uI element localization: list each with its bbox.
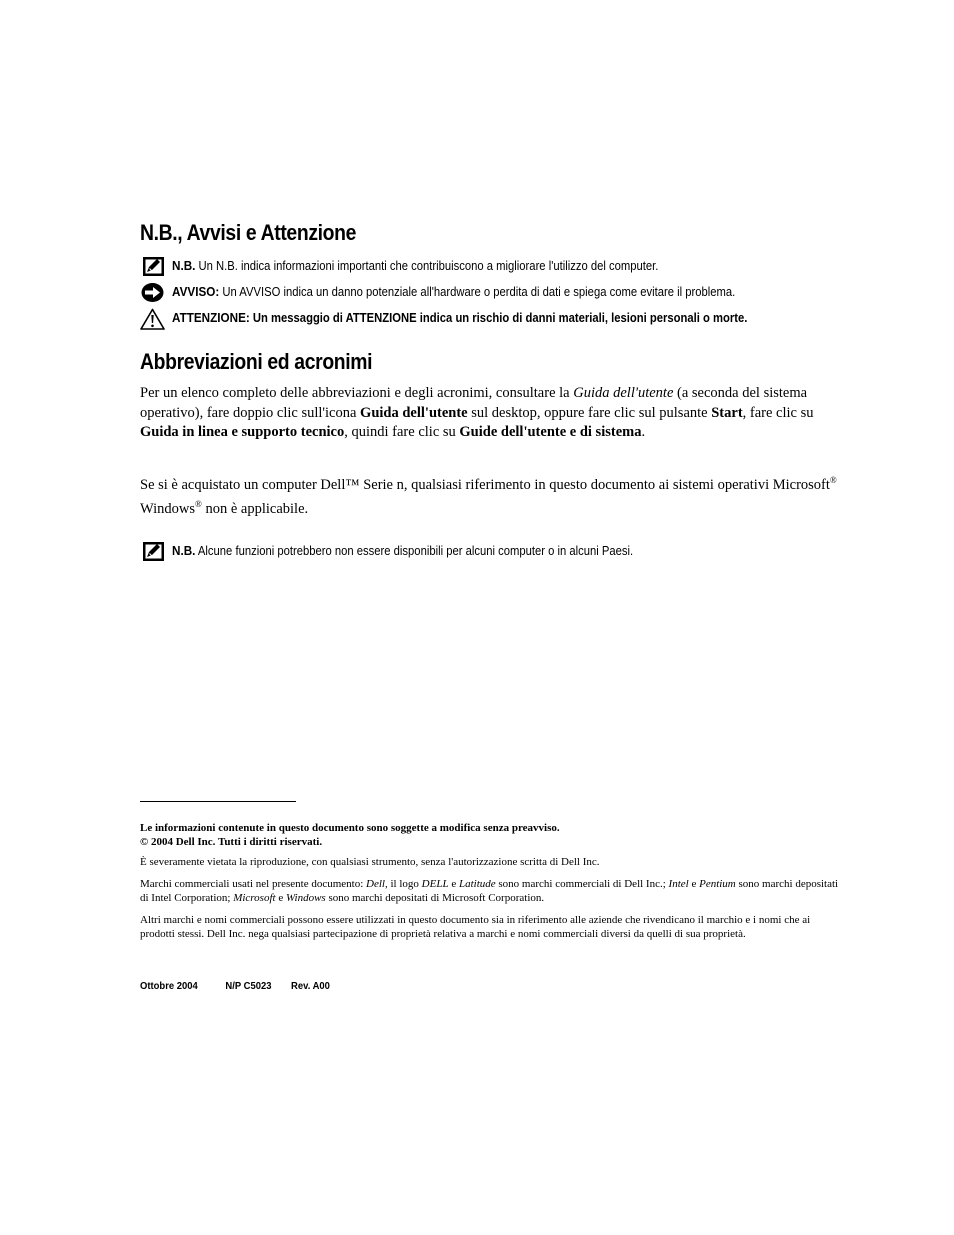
- text-run: Marchi commerciali usati nel presente documento:: [140, 878, 367, 890]
- pencil-note-icon: [140, 541, 165, 563]
- text-run: , fare clic su: [742, 404, 814, 421]
- document-footer: [140, 980, 330, 992]
- text-run-bold: Guida dell'utente: [360, 404, 468, 421]
- text-run: sul desktop, oppure fare clic sul pulsante: [467, 404, 712, 421]
- text-run: , il logo: [385, 878, 422, 890]
- paragraph-abbreviations: [140, 384, 840, 443]
- text-run-bold: Guide dell'utente e di sistema: [459, 424, 642, 440]
- legal-line-1: Le informazioni contenute in questo documento sono soggette a modifica senza preavviso.: [140, 822, 560, 834]
- text-run: non è applicabile.: [201, 501, 309, 518]
- text-run-italic: Windows: [285, 892, 326, 904]
- copyright-line: © 2004 Dell Inc. Tutti i diritti riservati.: [140, 836, 323, 848]
- text-run-italic: Microsoft: [233, 892, 276, 904]
- warning-body: Un messaggio di ATTENZIONE indica un rischio di danni materiali, lesioni personali o morte.: [252, 311, 748, 325]
- text-run: e: [448, 878, 459, 890]
- footer-revision: Rev. A00: [291, 980, 330, 992]
- notice-label: AVVISO:: [172, 284, 220, 299]
- paragraph-dell-n-series: [140, 471, 840, 520]
- text-run-italic: DELL: [421, 878, 449, 890]
- note-label: N.B.: [172, 258, 196, 273]
- warning-triangle-icon: [140, 308, 165, 330]
- text-run: Per un elenco completo delle abbreviazioni e degli acronimi, consultare la: [140, 385, 574, 401]
- section-title-notes: N.B., Avvisi e Attenzione: [140, 220, 357, 245]
- footer-date: Ottobre 2004: [140, 980, 198, 992]
- pencil-note-icon: [140, 256, 165, 278]
- divider: [140, 801, 296, 802]
- text-run: e: [275, 892, 286, 904]
- text-run-italic: Guida dell'utente: [573, 385, 674, 401]
- text-run: (a seconda del sistema operativo), fare doppio clic sull'icona: [140, 385, 808, 421]
- notice-arrow-icon: [140, 282, 165, 304]
- text-run: sono marchi depositati di Intel Corporation;: [140, 878, 839, 904]
- text-run-italic: Latitude: [458, 878, 496, 890]
- registered-mark: ®: [829, 475, 837, 485]
- warning-label: ATTENZIONE:: [172, 310, 250, 325]
- legal-trademarks: [140, 877, 840, 905]
- section-title-abbreviations: Abbreviazioni ed acronimi: [140, 349, 373, 374]
- text-run: e: [688, 878, 700, 890]
- text-run-italic: Intel: [668, 878, 689, 890]
- footer-part-number: N/P C5023: [225, 980, 272, 992]
- text-run-italic: Dell: [366, 878, 385, 890]
- note-body: Un N.B. indica informazioni importanti che contribuiscono a migliorare l'utilizzo del computer.: [198, 259, 659, 273]
- text-run: , quindi fare clic su: [344, 424, 460, 440]
- legal-other-trademarks: Altri marchi e nomi commerciali possono essere utilizzati in questo documento sia in riferimento alle aziende che rivendicano il marchio e i nomi che ai prodotti stessi. Dell Inc. nega qualsiasi partecipazione di proprietà relativa a marchi e nomi commerciali diversi da quelli di sua proprietà.: [140, 914, 811, 940]
- legal-notice: [140, 821, 840, 849]
- text-run: .: [641, 424, 646, 440]
- text-run-italic: Pentium: [699, 878, 736, 890]
- text-run: sono marchi depositati di Microsoft Corporation.: [325, 892, 545, 904]
- text-run-bold: Start: [711, 404, 743, 421]
- notice-body: Un AVVISO indica un danno potenziale all'hardware o perdita di dati e spiega come evitare il problema.: [222, 285, 736, 299]
- registered-mark: ®: [195, 499, 202, 510]
- text-run: sono marchi commerciali di Dell Inc.;: [495, 878, 669, 890]
- text-run: Windows: [140, 501, 195, 518]
- note-label: N.B.: [172, 543, 196, 558]
- note-body: Alcune funzioni potrebbero non essere disponibili per alcuni computer o in alcuni Paesi.: [197, 544, 634, 558]
- text-run-bold: Guida in linea e supporto tecnico: [140, 424, 345, 440]
- text-run: Se si è acquistato un computer Dell™ Serie n, qualsiasi riferimento in questo documento ai sistemi operativi Microsoft: [140, 476, 830, 493]
- legal-reproduction: È severamente vietata la riproduzione, con qualsiasi strumento, senza l'autorizzazione scritta di Dell Inc.: [140, 856, 600, 868]
